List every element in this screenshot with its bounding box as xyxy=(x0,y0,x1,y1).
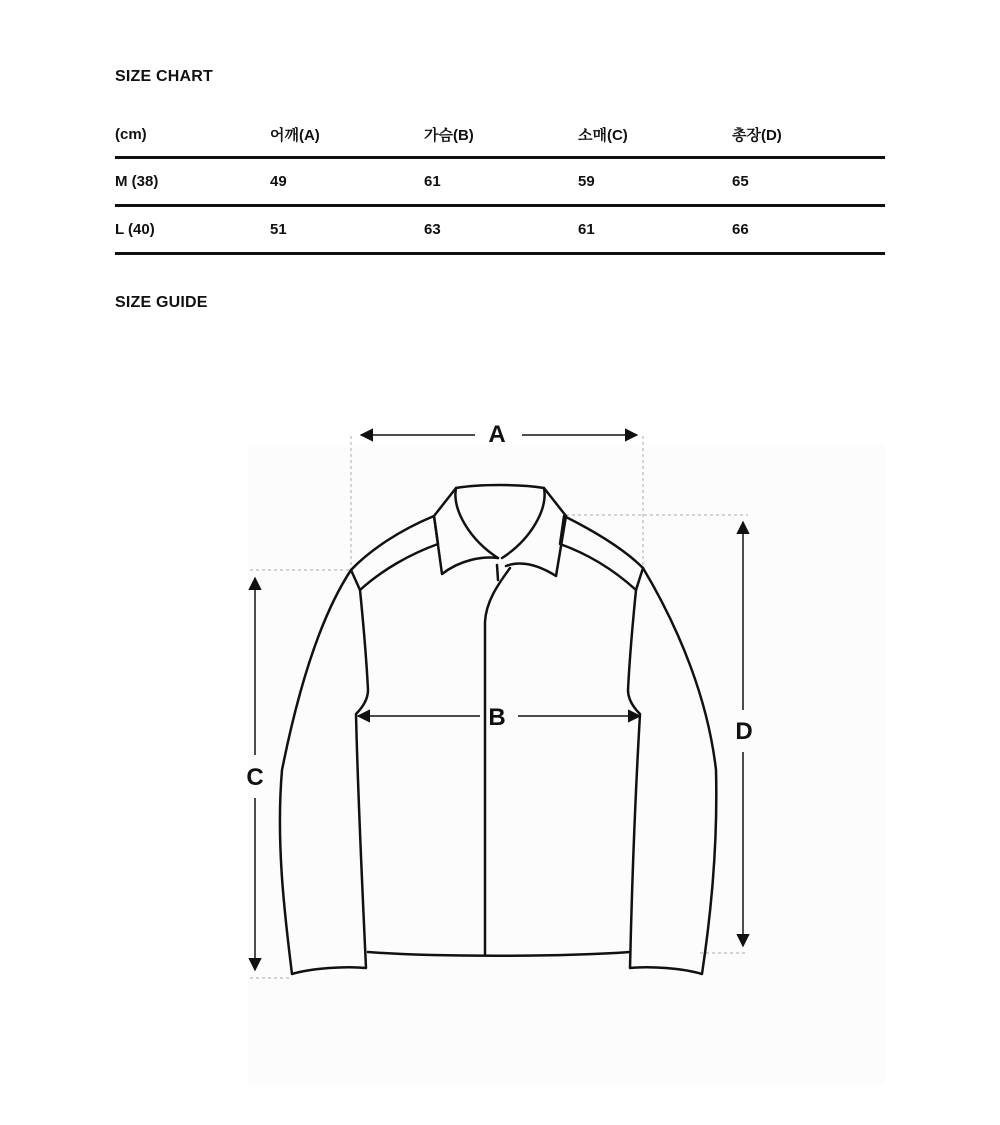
column-header-length: 총장(D) xyxy=(732,112,885,158)
shoulder-dimension-label: A xyxy=(488,421,506,448)
size-label-cell: M (38) xyxy=(115,158,270,206)
chest-cell: 61 xyxy=(424,158,578,206)
shoulder-cell: 49 xyxy=(270,158,424,206)
column-header-shoulder: 어깨(A) xyxy=(270,112,424,158)
length-cell: 65 xyxy=(732,158,885,206)
size-label-cell: L (40) xyxy=(115,206,270,254)
sleeve-cell: 59 xyxy=(578,158,732,206)
length-cell: 66 xyxy=(732,206,885,254)
size-guide-title: SIZE GUIDE xyxy=(115,294,208,311)
shoulder-cell: 51 xyxy=(270,206,424,254)
column-header-chest: 가슴(B) xyxy=(424,112,578,158)
size-chart-title: SIZE CHART xyxy=(115,68,213,85)
chest-cell: 63 xyxy=(424,206,578,254)
length-dimension-label: D xyxy=(735,718,753,745)
sleeve-cell: 61 xyxy=(578,206,732,254)
column-header-sleeve: 소매(C) xyxy=(578,112,732,158)
chest-dimension-label: B xyxy=(488,704,506,731)
column-header-unit: (cm) xyxy=(115,112,270,158)
sleeve-dimension-label: C xyxy=(246,764,264,791)
